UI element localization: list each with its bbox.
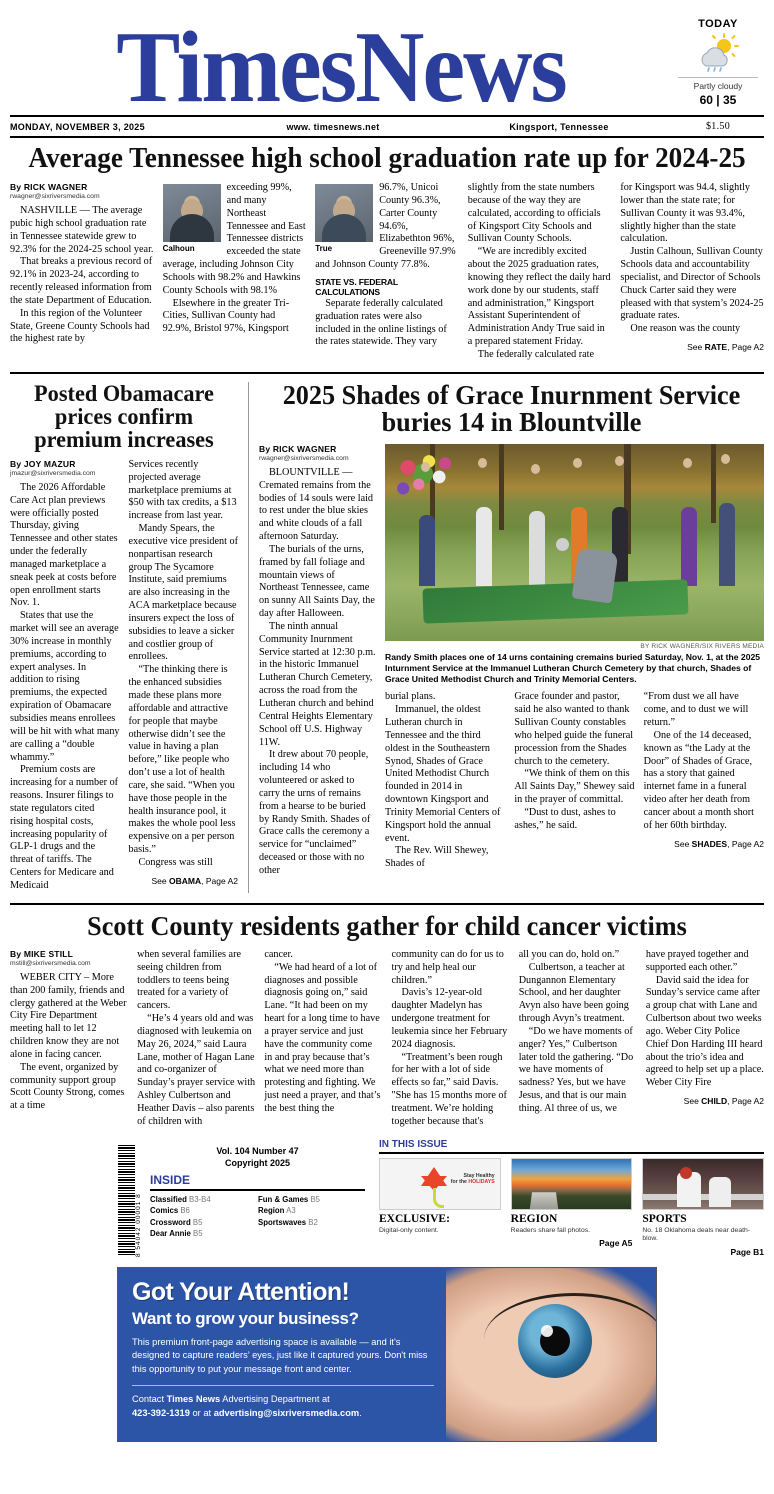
barcode xyxy=(118,1145,142,1257)
paragraph: all you can do, hold on.” xyxy=(518,948,620,960)
weather-divider xyxy=(678,77,758,78)
jump-prefix: See xyxy=(687,342,705,353)
scott-column-6 xyxy=(646,949,764,1129)
scott-column-1 xyxy=(10,949,128,1129)
index-entry-label: Region xyxy=(258,1206,285,1216)
eye-closeup-image xyxy=(446,1268,656,1441)
obamacare-column-2 xyxy=(129,459,239,893)
thumb-text-line1: Stay Healthy xyxy=(463,1172,495,1179)
paragraph: Services recently projected average marketplace premiums at $50 with tax credits, a $13 increase from last year. xyxy=(128,458,237,522)
paragraph: BLOUNTVILLE — Cremated remains from the bodies of 14 souls were laid to rest under the blue skies and white clouds of a fall afternoon Saturday. xyxy=(259,466,374,543)
promo-page: Page B1 xyxy=(730,1247,765,1258)
promo-label: SPORTS xyxy=(642,1212,687,1225)
index-entry-label: Classified xyxy=(150,1194,187,1204)
subhead-state-vs-federal: STATE VS. FEDERAL CALCULATIONS xyxy=(315,276,398,297)
lead-column-2 xyxy=(163,182,307,362)
index-entry[interactable] xyxy=(150,1217,246,1228)
ad-contact-line xyxy=(132,1393,434,1421)
jump-keyword: SHADES xyxy=(691,838,728,849)
byline-email: mstill@sixriversmedia.com xyxy=(10,959,91,967)
promo-region[interactable] xyxy=(511,1158,633,1258)
barcode-number: 8 54042 00001 8 xyxy=(135,1192,142,1257)
scott-column-4 xyxy=(392,949,510,1129)
paragraph: “The thinking there is the enhanced subsidies made these plans more affordable and attractive for people that maybe otherwise didn’t see the value in having a plan before,” like people who don’t use a lot of health care, she said. “When you have those people in the health insurance pool, it makes the whole pool less expensive on a per person basis.” xyxy=(128,664,236,856)
paragraph: NASHVILLE — The average pubic high school graduation rate in Tennessee statewide grew to 92.3% for the 2024-25 school year. xyxy=(10,205,154,255)
index-entry[interactable] xyxy=(150,1205,246,1216)
stay-healthy-thumb xyxy=(379,1158,501,1210)
ad-phone[interactable]: 423-392-1319 xyxy=(132,1408,190,1419)
paragraph: 96.7%, Unicoi County 96.3%, Carter County 94.6%, Elizabethton 96%, Greeneville 97.9% and Johnson County 77.8%. xyxy=(315,182,456,271)
promo-exclusive[interactable] xyxy=(379,1158,501,1258)
promo-description: No. 18 Oklahoma deals near death-blow. xyxy=(642,1226,751,1243)
masthead xyxy=(10,0,764,123)
ad-headline-primary: Got Your Attention! xyxy=(132,1278,350,1307)
photo-caption: Randy Smith places one of 14 urns containing cremains buried Saturday, Nov. 1, at the 2025 Inturnment Service at the Immanuel Lutheran Church Cemetery by that church, Shades of Grace United Methodist Church and Trinity Memorial Centers. xyxy=(385,651,761,685)
paragraph: The burials of the urns, framed by fall foliage and mountain views of Northeast Tennessee, came on sunny All Saints Day, the day after Halloween. xyxy=(259,543,375,620)
paragraph: Grace founder and pastor, said he also wanted to thank Sullivan County constables who helped guide the funeral procession from the Shades church to the cemetery. xyxy=(514,691,634,767)
story-scott-county[interactable] xyxy=(10,910,765,1129)
index-entry-label: Crossword xyxy=(150,1217,191,1227)
byline-author: By RICK WAGNER xyxy=(10,182,88,192)
shades-right-block xyxy=(385,444,764,878)
partly-cloudy-icon xyxy=(694,33,742,73)
thumb-text-accent: HOLIDAYS xyxy=(468,1179,495,1186)
jump-suffix: , Page A2 xyxy=(727,342,764,353)
paragraph: The 2026 Affordable Care Act plan previews were officially posted Thursday, giving Tennessee and other states under the federally managed marketplace a sneak peek at costs before open enrollment starts Nov. 1. xyxy=(10,481,118,609)
dateline-city: Kingsport, Tennessee xyxy=(509,121,609,132)
cemetery-inurnment-photo xyxy=(385,444,764,641)
index-entry-label: Dear Annie xyxy=(150,1228,191,1238)
volume-line: Vol. 104 Number 47 xyxy=(216,1145,299,1156)
ad-contact-middle: Advertising Department at xyxy=(220,1394,330,1405)
paragraph: cancer. xyxy=(264,948,293,960)
mugshot-caption: Calhoun xyxy=(162,244,195,253)
byline-author: By JOY MAZUR xyxy=(10,458,76,469)
paragraph: Mandy Spears, the executive vice president of nonpartisan research group The Sycamore Institute, said premiums are also increasing in the ACA marketplace because insurers expect the loss of subsidies to leave a sicker and costlier group of enrollees. xyxy=(128,523,238,663)
paragraph: One reason was the county xyxy=(630,323,741,335)
promo-sports[interactable] xyxy=(642,1158,764,1258)
scott-column-5 xyxy=(519,949,637,1129)
paragraph: David said the idea for Sunday’s service came after a group chat with Lane and Culbertson about two weeks ago. Weber City Police Chief Don Harding III heard about the trio’s idea and agreed to help set up a place. Weber City Fire xyxy=(645,974,764,1089)
paragraph: “We are incredibly excited about the 2025 graduation rates, knowing they reflect the daily hard work done by our students, staff and administration,” Kingsport Assistant Superintendent of Administration Andy True said in a prepared statement Friday. xyxy=(467,246,611,348)
obamacare-column-1 xyxy=(10,459,120,893)
index-and-promos xyxy=(10,1139,764,1258)
ad-headline-secondary: Want to grow your business? xyxy=(132,1309,359,1329)
paragraph: “We had heard of a lot of diagnoses and possible diagnosis going on,” said Lane. “It had been on my heart for a long time to have a prayer service and just have the community come in and pray because that’s what we need more than protesting and fighting. We just need a prayer, and that’s the best thing the xyxy=(264,961,381,1114)
paragraph: burial plans. xyxy=(385,691,436,703)
index-entry-label: Sportswaves xyxy=(258,1217,307,1227)
flag-container xyxy=(10,9,672,123)
index-block xyxy=(10,1139,365,1258)
jump-prefix: See xyxy=(683,1096,702,1107)
section-rule-1 xyxy=(10,372,764,374)
paragraph: exceeding 99%, and many Northeast Tennessee and East Tennessee districts exceeded the state average, including Johnson City Schools with 98.2% and Hawkins County Schools with 98.1% xyxy=(162,182,306,296)
index-entry[interactable] xyxy=(258,1217,365,1228)
jump-keyword: RATE xyxy=(704,342,728,353)
jump-line-rate[interactable] xyxy=(620,342,764,352)
paragraph: Separate federally calculated graduation rates were also included in the online listings of the rates statewide. They vary xyxy=(315,297,447,348)
paragraph: That breaks a previous record of 92.1% in 2023-24, according to recently released information from the state Department of Education. xyxy=(10,256,153,306)
paragraph: “From dust we all have come, and to dust we will return.” xyxy=(643,691,749,729)
promo-label: EXCLUSIVE: xyxy=(379,1212,450,1225)
shades-column-1 xyxy=(259,444,376,878)
paragraph: States that use the market will see an average 30% increase in monthly premiums, according to expert analyses. In addition to rising premiums, the expected expiration of Obamacare subsidies means enrollees will be hit with what many are calling a “double whammy.” xyxy=(10,610,120,763)
mugshot-caption: True xyxy=(315,244,333,253)
shades-column-4 xyxy=(644,691,764,871)
shades-column-2 xyxy=(385,691,505,871)
paragraph: when several families are seeing children from toddlers to teens being treated for a variety of cancers. xyxy=(137,948,241,1012)
paragraph: It drew about 70 people, including 14 who volunteered or asked to carry the urns of remains from a hearse to be buried by Randy Smith. Shades of Grace calls the ceremony a service for “unclaimed” deceased or those with no other xyxy=(259,749,371,876)
index-entry-page: B3-B4 xyxy=(189,1194,211,1204)
index-entry-page: B5 xyxy=(310,1194,320,1204)
byline-email: rwagner@sixriversmedia.com xyxy=(10,193,100,200)
ad-contact-or: or at xyxy=(189,1408,214,1419)
weather-widget[interactable] xyxy=(672,18,764,111)
jump-suffix: , Page A2 xyxy=(201,875,238,886)
ad-body-text: This premium front-page advertising space is available — and it's designed to capture readers’ eyes, just like it captured yours. Don't miss this opportunity to put your message front and center. xyxy=(132,1336,428,1374)
lead-column-3 xyxy=(315,182,459,362)
paragraph: Davis’s 12-year-old daughter Madelyn has undergone treatment for leukemia since her February 2024 diagnosis. xyxy=(391,987,508,1050)
jump-keyword: OBAMA xyxy=(169,875,202,886)
in-this-issue-label: IN THIS ISSUE xyxy=(379,1138,448,1150)
promo-description: Digital-only content. xyxy=(379,1226,439,1234)
jump-line-obama[interactable] xyxy=(129,876,239,886)
fall-sunset-road-thumb xyxy=(511,1158,633,1210)
weather-temperatures: 60 | 35 xyxy=(699,93,737,107)
paragraph: Immanuel, the oldest Lutheran church in Tennessee and the third oldest in the Southeastern Synod, Shades of Grace United Methodist Church founded in 2014 in downtown Kingsport and Trinity Memorial Centers of Kingsport hold the annual event. xyxy=(385,704,501,844)
index-entry-page: A3 xyxy=(286,1206,296,1216)
paragraph: WEBER CITY – More than 200 family, friends and clergy gathered at the Weber City Fire Department meeting hall to let 12 children know they are not alone in facing cancer. xyxy=(10,971,127,1060)
middle-band xyxy=(10,379,764,893)
scott-column-2 xyxy=(137,949,255,1129)
in-this-issue-block xyxy=(379,1139,764,1258)
inside-rule xyxy=(150,1189,365,1191)
thumb-text-line2: for the xyxy=(450,1179,467,1186)
ad-email[interactable]: advertising@sixriversmedia.com xyxy=(213,1408,360,1419)
jump-suffix: , Page A2 xyxy=(727,1096,765,1107)
paragraph: community can do for us to try and help heal our children.” xyxy=(391,948,504,986)
index-column-right xyxy=(258,1194,365,1239)
mugshot-calhoun xyxy=(163,184,221,253)
front-page-ad[interactable] xyxy=(117,1267,657,1442)
index-entry[interactable] xyxy=(150,1228,246,1239)
paragraph: One of the 14 deceased, known as “the Lady at the Door” of Shades of Grace, has a story that gained internet fame in a funeral video after her death from cancer about a month short of her 60th birthday. xyxy=(643,729,754,831)
jump-keyword: CHILD xyxy=(701,1096,728,1107)
lead-column-4 xyxy=(468,182,612,362)
obamacare-headline: Posted Obamacare prices confirm premium increases xyxy=(34,380,214,452)
byline-email: rwagner@sixriversmedia.com xyxy=(259,454,349,462)
photo-credit: BY RICK WAGNER/SIX RIVERS MEDIA xyxy=(640,642,764,650)
paragraph: “We think of them on this All Saints Day,” Shewey said in the prayer of committal. xyxy=(514,768,635,806)
index-entry-page: B2 xyxy=(308,1217,318,1227)
promo-description: Readers share fall photos. xyxy=(510,1226,591,1234)
paragraph: The ninth annual Community Inurnment Service started at 12:30 p.m. in the historic Immanuel Lutheran Church Cemetery, across the road from the Lutheran church and behind Central Heights Elementary School off U.S. Highway 11W. xyxy=(259,620,376,748)
inside-label: INSIDE xyxy=(150,1172,191,1187)
paragraph: Congress was still xyxy=(138,856,213,868)
weather-today-label: TODAY xyxy=(698,18,738,30)
story-obamacare[interactable] xyxy=(10,382,238,893)
weather-condition: Partly cloudy xyxy=(693,81,743,91)
paragraph: The federally calculated rate xyxy=(477,348,595,360)
byline-author: By RICK WAGNER xyxy=(259,443,337,454)
paragraph: In this region of the Volunteer State, Greene County Schools had the highest rate by xyxy=(10,307,150,345)
newspaper-flag: TimesNews xyxy=(116,9,566,123)
scott-column-3 xyxy=(264,949,382,1129)
jump-prefix: See xyxy=(151,875,170,886)
mugshot-true xyxy=(315,184,373,253)
paragraph: “He’s 4 years old and was diagnosed with leukemia on May 26, 2024,” said Laura Lane, mother of Hagan Lane and co-organizer of Sunday’s prayer service with Ashley Culbertson and Heather Davis – also parents of children with xyxy=(137,1013,256,1127)
paragraph: The Rev. Will Shewey, Shades of xyxy=(385,845,489,870)
dateline-date: MONDAY, NOVEMBER 3, 2025 xyxy=(10,121,145,132)
shades-headline: 2025 Shades of Grace Inurnment Service buries 14 in Blountville xyxy=(282,379,741,437)
ad-divider xyxy=(132,1385,434,1386)
dateline-website[interactable]: www. timesnews.net xyxy=(286,121,380,132)
lead-column-1 xyxy=(10,182,154,362)
lead-column-5 xyxy=(620,182,764,362)
index-entry-label: Fun & Games xyxy=(258,1194,309,1204)
index-entry[interactable] xyxy=(150,1194,246,1205)
promo-label: REGION xyxy=(510,1212,558,1225)
index-entry-page: B5 xyxy=(192,1217,203,1227)
paragraph: for Kingsport was 94.4, slightly lower than the state rate; for Sullivan County it was 93.4%, slightly higher than the state calculation. xyxy=(620,182,750,245)
index-entry-label: Comics xyxy=(150,1206,179,1216)
dateline-price: $1.50 xyxy=(706,121,730,132)
paragraph: The event, organized by community support group Scott County Strong, comes at a time xyxy=(10,1061,125,1112)
byline-email: jmazur@sixriversmedia.com xyxy=(10,469,96,477)
index-column-left xyxy=(150,1194,246,1239)
scott-headline: Scott County residents gather for child cancer victims xyxy=(87,910,687,941)
index-entry-page: B5 xyxy=(193,1228,203,1238)
paragraph: Justin Calhoun, Sullivan County Schools data and accountability specialist, and Director of Schools Chuck Carter said they were pleased with that system’s 2024-25 graduate rates. xyxy=(620,246,764,322)
index-entry-page: B6 xyxy=(180,1206,190,1216)
index-entry[interactable] xyxy=(258,1205,365,1216)
football-players-thumb xyxy=(642,1158,764,1210)
story-graduation-rate[interactable] xyxy=(10,138,764,362)
shades-column-3 xyxy=(514,691,634,871)
paragraph: “Do we have moments of anger? Yes,” Culbertson later told the gathering. “Do we have moments of sadness? Yes, but we have Jesus, and that is our main thing. Al three of us, we xyxy=(518,1025,634,1114)
in-this-issue-rule xyxy=(379,1152,764,1154)
index-entry[interactable] xyxy=(258,1194,365,1205)
ad-contact-prefix: Contact xyxy=(132,1394,167,1405)
paragraph: Premium costs are increasing for a number of reasons. Insurer filings to state regulators cited rising hospital costs, increasing popularity of GLP-1 drugs and the threat of tariffs. The Centers for Medicare and Medicaid xyxy=(10,764,119,891)
ad-contact-brand: Times News xyxy=(166,1394,221,1405)
paragraph: Elsewhere in the greater Tri-Cities, Sullivan County had 92.9%, Bristol 97%, Kingsport xyxy=(162,297,290,335)
paragraph: slightly from the state numbers because of the way they are calculated, according to officials of Kingsport City Schools and Sullivan County Schools. xyxy=(467,182,601,245)
paragraph: Culbertson, a teacher at Dungannon Elementary School, and her daughter Avyn also have been going through Avyn’s treatment. xyxy=(518,961,629,1025)
story-shades-of-grace[interactable] xyxy=(248,379,764,893)
paragraph: “Treatment’s been rough for her with a lot of side effects so far,” said Davis. "She has 15 months more of treatment. We’re holding together because that's xyxy=(391,1051,507,1127)
jump-suffix: , Page A2 xyxy=(727,838,764,849)
promo-page: Page A5 xyxy=(599,1238,633,1249)
byline-author: By MIKE STILL xyxy=(10,948,74,959)
ad-contact-end: . xyxy=(359,1408,362,1419)
jump-line-shades[interactable] xyxy=(644,839,764,849)
paragraph: “Dust to dust, ashes to ashes,” he said. xyxy=(514,806,616,831)
paragraph: have prayed together and supported each other.” xyxy=(645,948,749,973)
page-title: Average Tennessee high school graduation rate up for 2024-25 xyxy=(28,143,746,174)
section-rule-2 xyxy=(10,903,764,905)
jump-prefix: See xyxy=(674,838,692,849)
copyright-line: Copyright 2025 xyxy=(224,1157,291,1168)
jump-line-child[interactable] xyxy=(646,1096,764,1106)
